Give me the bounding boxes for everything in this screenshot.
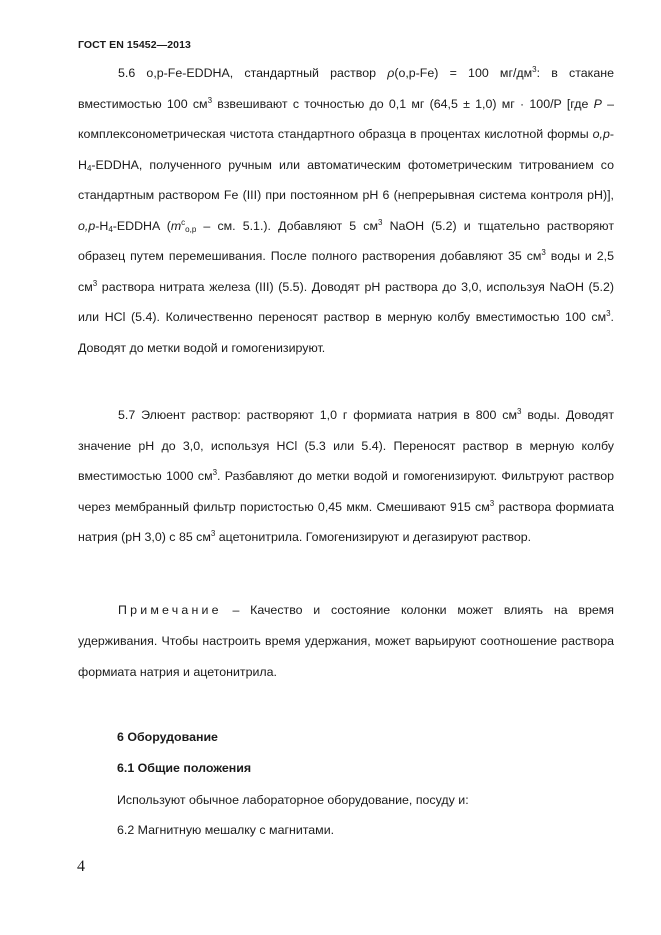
p56-rho-args: (о,р-Fe): [394, 66, 439, 80]
p56-four-2: 4: [108, 224, 113, 234]
section-6-1-heading: 6.1 Общие положения: [117, 761, 252, 775]
equipment-line: Используют обычное лабораторное оборудование, посуду и:: [117, 793, 469, 807]
p56-cube-6: 3: [606, 309, 611, 318]
p56-cube-4: 3: [541, 248, 546, 257]
p56-t2: взвешивают с точностью до 0,1 мг (64,5 ± 1,0) мг · 100/P [где: [212, 96, 594, 111]
p57-b: воды. Доводят значение pH до 3,0, используя HCl (5.3 или 5.4). Переносят раствор в мерную колбу вместимостью 1000 см: [78, 408, 615, 483]
p56-cube-3: 3: [378, 217, 383, 227]
p56-P: P: [593, 96, 602, 111]
paragraph-5-6: [78, 58, 614, 363]
p57-cube-4: 3: [210, 529, 216, 538]
p56-c: c: [181, 217, 186, 227]
p56-rho: ρ: [387, 66, 395, 80]
p57-e: ацетонитрила. Гомогенизируют и дегазируют раствор.: [215, 530, 532, 544]
p56-t5: -EDDHA, полученного ручным или автоматическим фотометрическим титрованием со стандартным раствором Fe (III) при постоянном pH 6 (непрерывная система контроля pH)],: [78, 157, 614, 202]
p56-t12: . Доводят до метки водой и гомогенизируют.: [78, 310, 614, 355]
p56-m: m: [170, 218, 182, 233]
page-number: 4: [77, 858, 85, 875]
section-6-heading: 6 Оборудование: [117, 730, 218, 744]
p56-t4: -H: [78, 127, 614, 172]
document-header: ГОСТ EN 15452—2013: [78, 39, 191, 51]
p56-cube-1: 3: [532, 65, 537, 74]
p56-op3: о,р: [185, 224, 197, 234]
p56-t9: NaOH (5.2) и тщательно растворяют образец путем перемешивания. После полного растворения добавляют 35 см: [78, 218, 614, 263]
p57-cube-1: 3: [517, 407, 522, 416]
p56-eq: = 100 мг/дм: [438, 66, 533, 80]
paragraph-5-7: [78, 400, 614, 553]
p56-cube-5: 3: [92, 278, 98, 288]
p56-four-1: 4: [86, 163, 92, 173]
p56-t11: раствора нитрата железа (III) (5.5). Доводят pH раствора до 3,0, используя NaOH (5.2) или HCl (5.4). Количественно переносят раствор в мерную колбу вместимостью 100 см: [78, 279, 614, 324]
p57-cube-3: 3: [489, 498, 495, 508]
p56-t8: – см. 5.1.). Добавляют 5 см: [196, 218, 379, 233]
p56-t7: -EDDHA (: [112, 218, 171, 233]
p56-t6: -H: [95, 218, 109, 233]
note-text: – Качество и состояние колонки может влиять на время удерживания. Чтобы настроить время удержания, может варьируют соотношение раствора формиата натрия и ацетонитрила.: [78, 603, 614, 679]
p57-d: раствора формиата натрия (pH 3,0) с 85 см: [78, 499, 614, 544]
p57-cube-2: 3: [212, 468, 218, 477]
p56-cube-2: 3: [207, 95, 213, 105]
section-6-2-line: 6.2 Магнитную мешалку с магнитами.: [117, 823, 335, 837]
p57-a: 5.7 Элюент раствор: растворяют 1,0 г формиата натрия в 800 см: [118, 408, 517, 422]
p56-t3: – комплексонометрическая чистота стандартного образца в процентах кислотной формы: [78, 96, 614, 141]
p56-t10: воды и 2,5 см: [78, 249, 614, 294]
p56-op2: о,р: [78, 218, 96, 233]
note-label: Примечание: [118, 603, 222, 617]
p56-op1: о,р: [592, 127, 610, 141]
p56-t1: : в стакане вместимостью 100 см: [78, 66, 614, 111]
p57-c: . Разбавляют до метки водой и гомогенизируют. Фильтруют раствор через мембранный фильтр пористостью 0,45 мкм. Смешивают 915 см: [78, 469, 614, 514]
p56-lead: 5.6 о,p-Fe-EDDHA, стандартный раствор: [118, 66, 388, 80]
note-paragraph: [78, 595, 614, 687]
